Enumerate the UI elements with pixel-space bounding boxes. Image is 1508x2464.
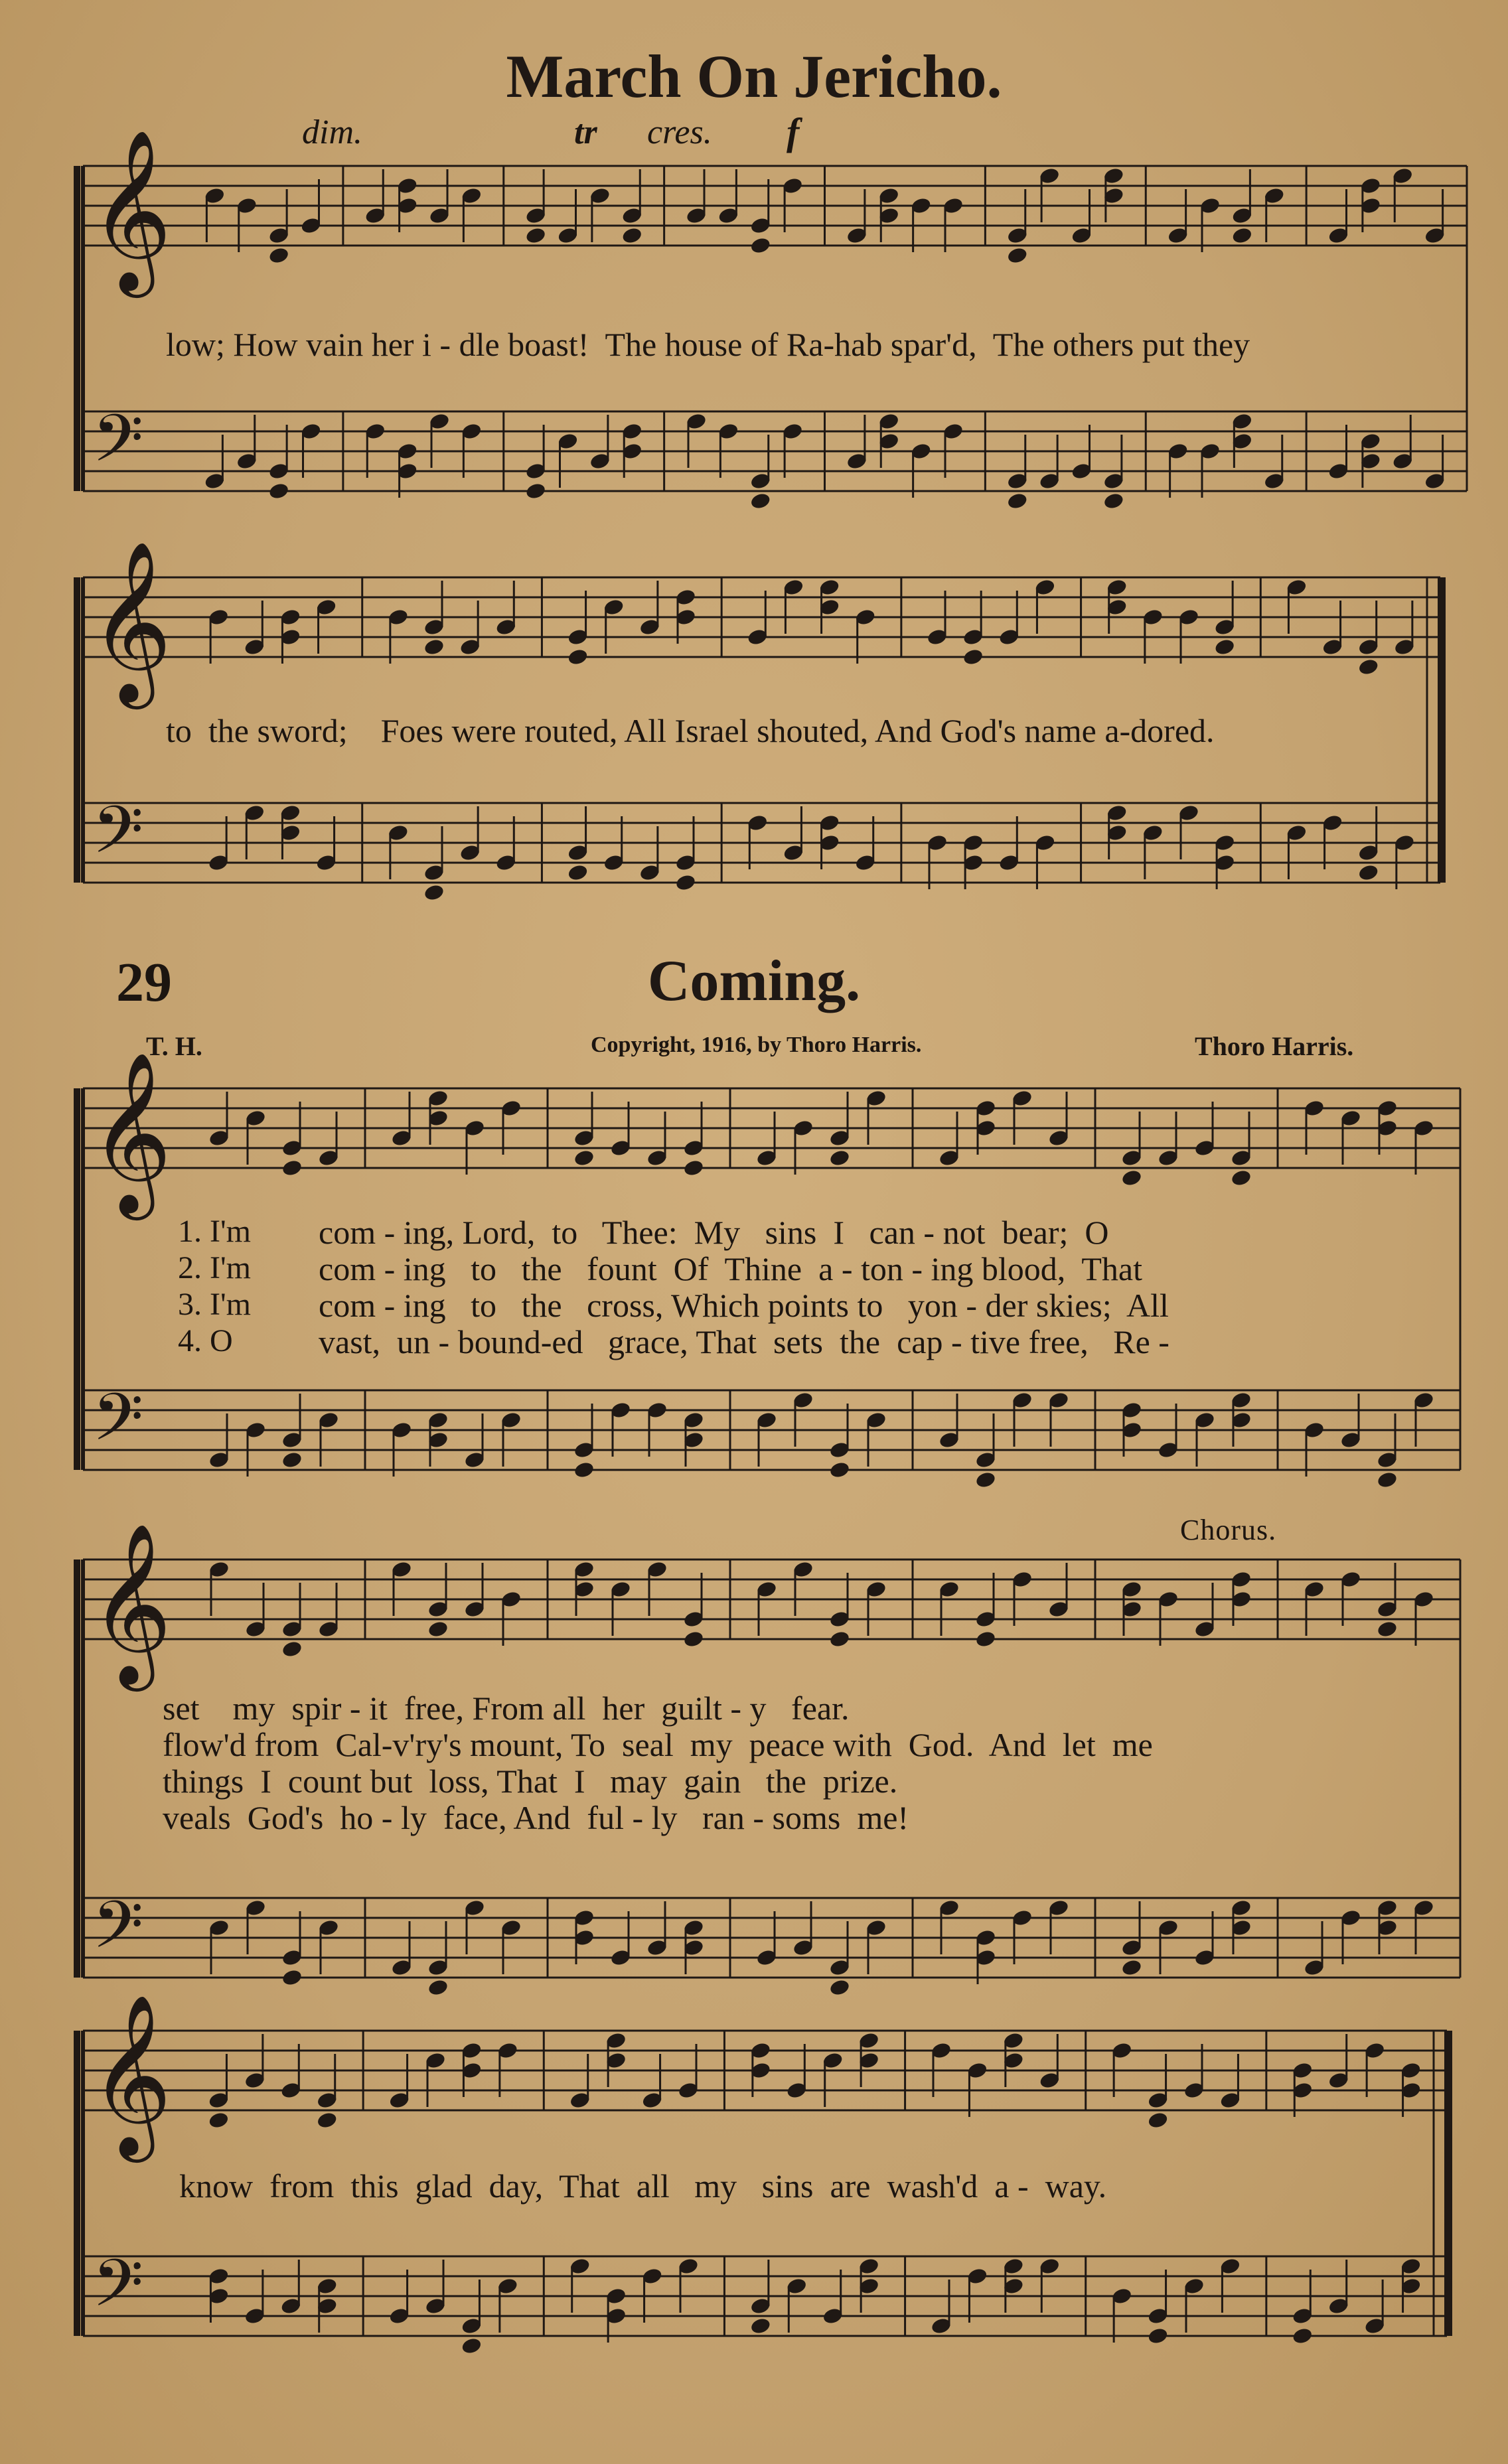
note-head: [1120, 1958, 1142, 1977]
note-head: [828, 1630, 850, 1648]
clef-symbol: 𝄞: [90, 540, 173, 702]
composer: Thoro Harris.: [1195, 1031, 1354, 1061]
note-head: [281, 1968, 303, 1987]
clef-symbol: 𝄞: [90, 1051, 173, 1213]
note-head: [1147, 2327, 1169, 2345]
note-head: [423, 883, 445, 902]
note-head: [1214, 638, 1236, 656]
note-head: [828, 1461, 850, 1479]
words-by: T. H.: [146, 1031, 202, 1061]
note-head: [749, 2317, 771, 2335]
note-head: [682, 1159, 704, 1177]
note-head: [525, 226, 547, 245]
note-head: [1231, 226, 1253, 245]
clef-symbol: 𝄢: [92, 792, 144, 885]
note-head: [749, 236, 771, 255]
note-head: [281, 1451, 303, 1469]
clef-symbol: 𝄞: [90, 1522, 173, 1684]
copyright-notice: Copyright, 1916, by Thoro Harris.: [591, 1033, 922, 1057]
note-head: [423, 638, 445, 656]
verse-1-start: 1. I'm: [178, 1214, 251, 1249]
note-head: [828, 1978, 850, 1997]
clef-symbol: 𝄞: [90, 128, 173, 291]
note-head: [962, 648, 984, 666]
note-head: [281, 1159, 303, 1177]
note-head: [1357, 658, 1379, 676]
verse-4-continued: veals God's ho - ly face, And ful - ly ran - soms me!: [163, 1799, 909, 1836]
note-head: [525, 482, 547, 500]
hymn-number: 29: [116, 952, 172, 1013]
note-head: [621, 226, 643, 245]
note-head: [1006, 492, 1028, 510]
system-bracket: [74, 1559, 80, 1978]
note-head: [1006, 246, 1028, 265]
note-head: [268, 246, 290, 265]
note-head: [1147, 2111, 1169, 2130]
clef-symbol: 𝄢: [92, 1887, 144, 1980]
note-head: [828, 1149, 850, 1167]
verse-3-text: com - ing to the cross, Which points to yon - der skies; All: [319, 1287, 1169, 1324]
note-head: [674, 873, 696, 892]
verse-3-start: 3. I'm: [178, 1287, 251, 1322]
verse-1-continued: set my spir - it free, From all her guilt - y fear.: [163, 1690, 850, 1727]
trill-mark: tr: [574, 113, 597, 151]
note-head: [573, 1461, 595, 1479]
note-head: [573, 1149, 595, 1167]
system-bracket: [74, 166, 80, 491]
hymn-2-title: Coming.: [647, 949, 861, 1013]
hymn-1-title: March On Jericho.: [506, 42, 1002, 110]
dynamic-forte: f: [787, 110, 800, 153]
chorus-lyrics: know from this glad day, That all my sins are wash'd a - way.: [179, 2167, 1107, 2205]
verse-2-text: com - ing to the fount Of Thine a - ton - ing blood, That: [319, 1250, 1143, 1287]
verse-3-continued: things I count but loss, That I may gain the prize.: [163, 1763, 898, 1800]
verse-4-start: 4. O: [178, 1323, 233, 1358]
verse-1-text: com - ing, Lord, to Thee: My sins I can - not bear; O: [319, 1214, 1109, 1251]
system-bracket: [74, 577, 80, 883]
note-head: [427, 1978, 449, 1997]
note-head: [1376, 1471, 1398, 1489]
note-head: [567, 648, 589, 666]
note-head: [1102, 492, 1124, 510]
note-head: [682, 1630, 704, 1648]
note-head: [316, 2111, 338, 2130]
note-head: [268, 482, 290, 500]
verse-2-start: 2. I'm: [178, 1250, 251, 1285]
verse-4-text: vast, un - bound-ed grace, That sets the cap - tive free, Re -: [319, 1323, 1169, 1360]
note-head: [1120, 1169, 1142, 1187]
hymn-1-lyrics-line-2: to the sword; Foes were routed, All Israel shouted, And God's name a-dored.: [166, 712, 1215, 749]
note-head: [567, 863, 589, 882]
clef-symbol: 𝄢: [92, 401, 144, 493]
final-bar: [1444, 2031, 1452, 2336]
note-head: [1292, 2327, 1314, 2345]
clef-symbol: 𝄢: [92, 2246, 144, 2338]
note-head: [1357, 863, 1379, 882]
dynamic-cres: cres.: [647, 113, 712, 151]
note-head: [1376, 1620, 1398, 1638]
note-head: [1230, 1169, 1252, 1187]
system-bracket: [74, 2031, 80, 2336]
hymn-1-lyrics-line-1: low; How vain her i - dle boast! The house of Ra-hab spar'd, The others put they: [166, 326, 1250, 363]
final-bar: [1438, 577, 1446, 883]
note-head: [974, 1471, 996, 1489]
note-head: [461, 2337, 483, 2355]
chorus-label: Chorus.: [1180, 1514, 1277, 1546]
clef-symbol: 𝄞: [90, 1993, 173, 2155]
note-head: [281, 1640, 303, 1658]
note-head: [749, 492, 771, 510]
note-head: [974, 1630, 996, 1648]
verse-2-continued: flow'd from Cal-v'ry's mount, To seal my peace with God. And let me: [163, 1726, 1153, 1763]
note-head: [427, 1620, 449, 1638]
note-head: [208, 2111, 230, 2130]
clef-symbol: 𝄢: [92, 1380, 144, 1472]
dynamic-dim: dim.: [302, 113, 362, 151]
system-1: [74, 128, 1467, 510]
system-bracket: [74, 1088, 80, 1470]
